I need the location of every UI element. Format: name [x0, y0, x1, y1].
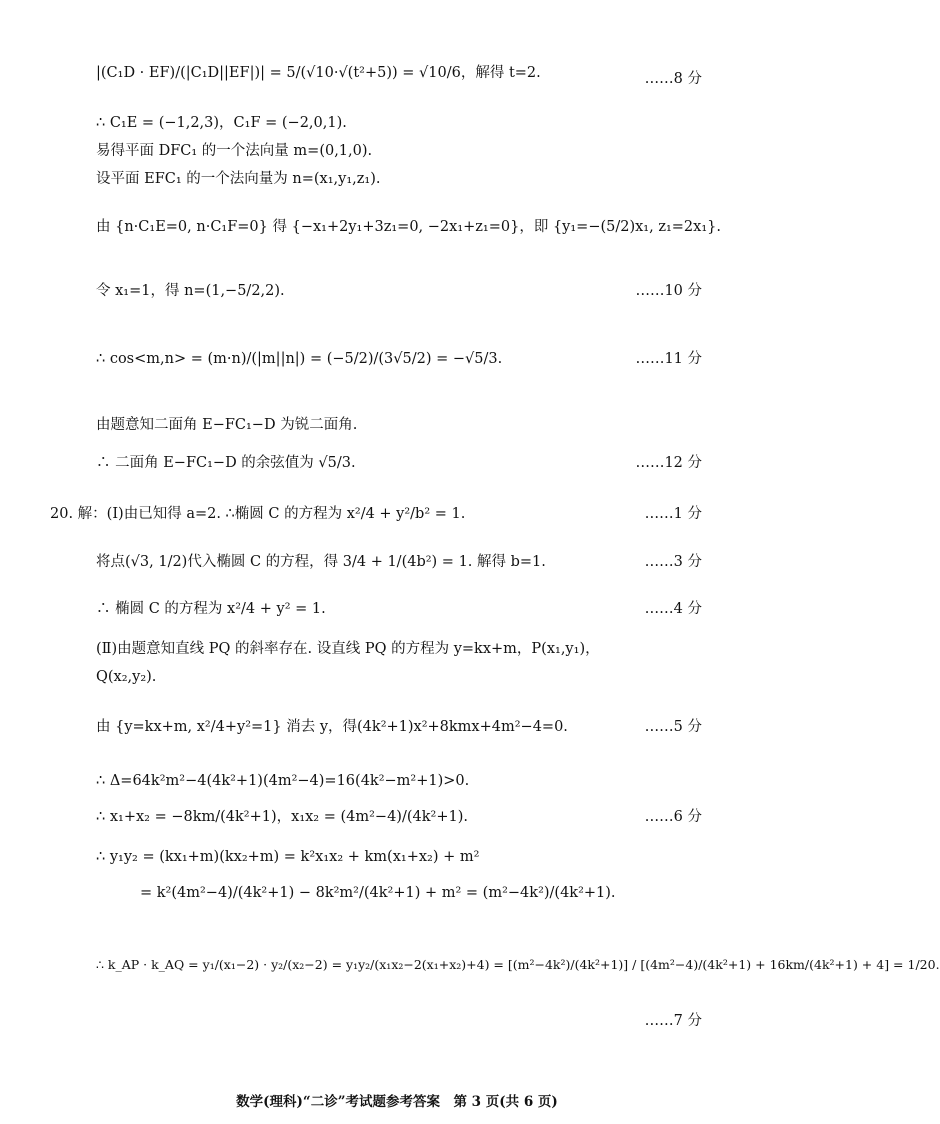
- solution-line: ∴ x₁+x₂ = −8km/(4k²+1)，x₁x₂ = (4m²−4)/(4k²+1).: [96, 809, 468, 825]
- score-mark: ……11 分: [635, 351, 702, 367]
- solution-line: (Ⅱ)由题意知直线 PQ 的斜率存在. 设直线 PQ 的方程为 y=kx+m，P(x₁,y₁)，: [96, 641, 600, 657]
- solution-line: 易得平面 DFC₁ 的一个法向量 m=(0,1,0).: [96, 143, 373, 159]
- score-mark: ……7 分: [644, 1013, 702, 1029]
- score-mark: ……6 分: [644, 809, 702, 825]
- solution-line: 由 {y=kx+m, x²/4+y²=1} 消去 y，得(4k²+1)x²+8kmx+4m²−4=0.: [96, 719, 568, 735]
- solution-line: ∴ 二面角 E−FC₁−D 的余弦值为 √5/3.: [96, 455, 356, 471]
- score-mark: ……4 分: [644, 601, 702, 617]
- problem-heading: 20. 解：(Ⅰ)由已知得 a=2. ∴椭圆 C 的方程为 x²/4 + y²/b² = 1.: [50, 506, 466, 522]
- score-mark: ……5 分: [644, 719, 702, 735]
- solution-line: Q(x₂,y₂).: [96, 669, 157, 685]
- page-footer: 数学(理科)“二诊”考试题参考答案 第 3 页(共 6 页): [236, 1094, 558, 1110]
- solution-line: 设平面 EFC₁ 的一个法向量为 n=(x₁,y₁,z₁).: [96, 171, 381, 187]
- solution-line: ∴ 椭圆 C 的方程为 x²/4 + y² = 1.: [96, 601, 326, 617]
- score-mark: ……10 分: [635, 283, 702, 299]
- solution-line: ∴ y₁y₂ = (kx₁+m)(kx₂+m) = k²x₁x₂ + km(x₁+x₂) + m²: [96, 849, 480, 865]
- solution-line: 令 x₁=1，得 n=(1,−5/2,2).: [96, 283, 285, 299]
- score-mark: ……12 分: [635, 455, 702, 471]
- solution-line: 由题意知二面角 E−FC₁−D 为锐二面角.: [96, 417, 358, 433]
- solution-line: |(C₁D · EF)/(|C₁D||EF|)| = 5/(√10·√(t²+5)) = √10/6，解得 t=2.: [96, 65, 541, 81]
- score-mark: ……1 分: [644, 506, 702, 522]
- solution-line: ∴ cos<m,n> = (m·n)/(|m||n|) = (−5/2)/(3√5/2) = −√5/3.: [96, 351, 503, 367]
- solution-line: 由 {n·C₁E=0, n·C₁F=0} 得 {−x₁+2y₁+3z₁=0, −2x₁+z₁=0}，即 {y₁=−(5/2)x₁, z₁=2x₁}.: [96, 219, 721, 235]
- score-mark: ……3 分: [644, 554, 702, 570]
- solution-line: ∴ k_AP · k_AQ = y₁/(x₁−2) · y₂/(x₂−2) = y₁y₂/(x₁x₂−2(x₁+x₂)+4) = [(m²−4k²)/(4k²+1)] / [(4m²−4)/(4k²+1) + 16km/(4k²+1) + 4] = 1/20.: [96, 957, 940, 972]
- solution-line: 将点(√3, 1/2)代入椭圆 C 的方程，得 3/4 + 1/(4b²) = 1. 解得 b=1.: [96, 554, 546, 570]
- score-mark: ……8 分: [644, 71, 702, 87]
- solution-line: ∴ C₁E = (−1,2,3)，C₁F = (−2,0,1).: [96, 115, 347, 131]
- solution-line: = k²(4m²−4)/(4k²+1) − 8k²m²/(4k²+1) + m² = (m²−4k²)/(4k²+1).: [140, 885, 616, 901]
- solution-line: ∴ Δ=64k²m²−4(4k²+1)(4m²−4)=16(4k²−m²+1)>0.: [96, 773, 470, 789]
